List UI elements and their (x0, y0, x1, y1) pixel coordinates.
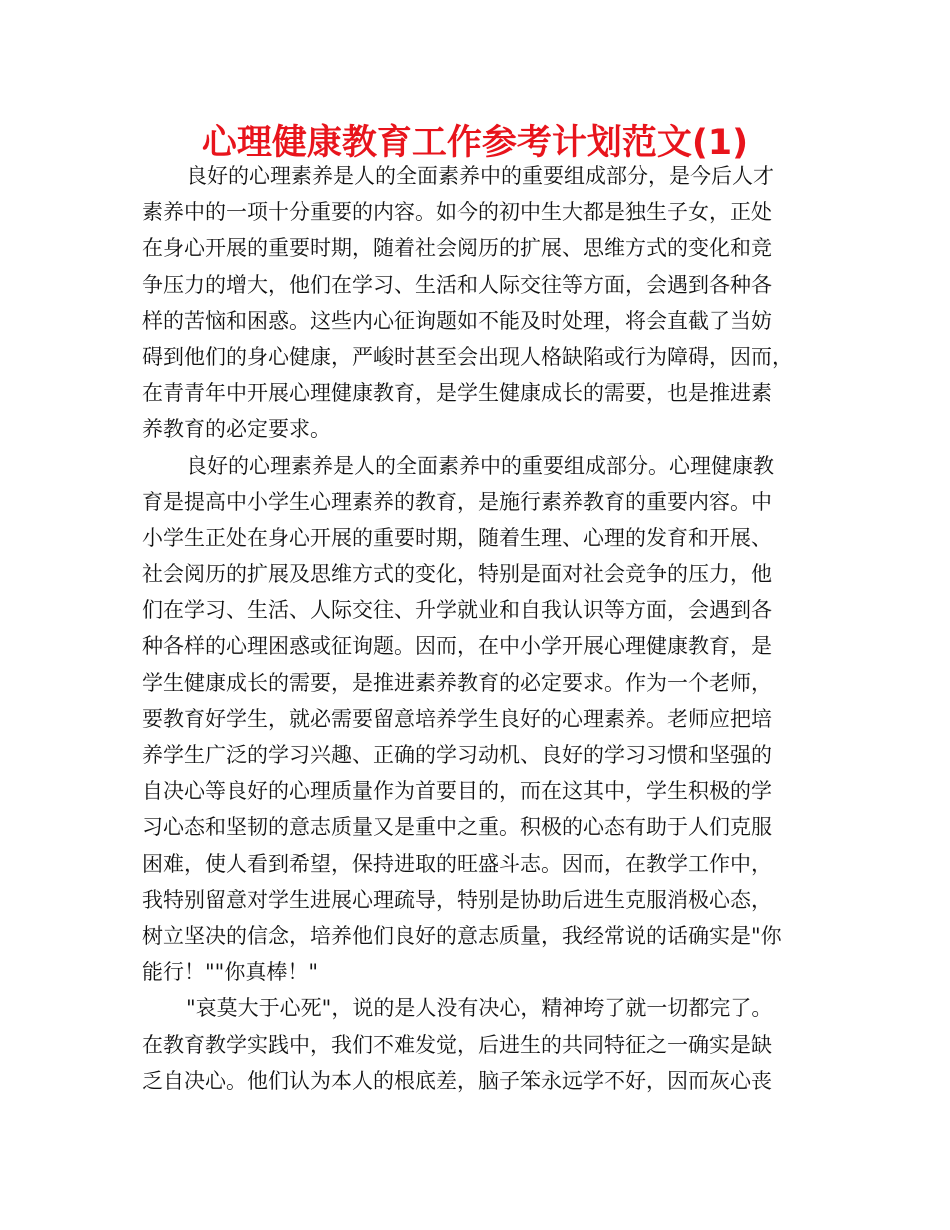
text-line: 学生健康成长的需要，是推进素养教育的必定要求。作为一个老师， (142, 670, 772, 695)
text-line: 树立坚决的信念，培养他们良好的意志质量，我经常说的话确实是"你 (142, 923, 782, 948)
document-body (142, 158, 822, 1099)
text-line: "哀莫大于心死"，说的是人没有决心，精神垮了就一切都完了。 (186, 996, 773, 1021)
text-line: 我特别留意对学生进展心理疏导，特别是协助后进生克服消极心态， (142, 887, 772, 912)
text-line: 素养中的一项十分重要的内容。如今的初中生大都是独生子女，正处 (142, 200, 772, 225)
text-line: 能行！""你真棒！" (142, 960, 318, 985)
text-line: 养学生广泛的学习兴趣、正确的学习动机、良好的学习习惯和坚强的 (142, 743, 772, 767)
text-line: 自决心等良好的心理质量作为首要目的，而在这其中，学生积极的学 (142, 779, 772, 804)
text-line: 养教育的必定要求。 (142, 417, 331, 442)
text-line: 小学生正处在身心开展的重要时期，随着生理、心理的发育和开展、 (142, 525, 772, 550)
paragraph-1 (142, 158, 822, 448)
text-line: 样的苦恼和困惑。这些内心征询题如不能及时处理，将会直截了当妨 (142, 308, 772, 333)
text-line: 在青青年中开展心理健康教育，是学生健康成长的需要，也是推进素 (142, 381, 772, 406)
text-line: 困难，使人看到希望，保持进取的旺盛斗志。因而，在教学工作中， (142, 851, 772, 876)
text-line: 良好的心理素养是人的全面素养中的重要组成部分，是今后人才 (186, 164, 774, 188)
text-line: 良好的心理素养是人的全面素养中的重要组成部分。心理健康教 (186, 453, 774, 478)
text-line: 争压力的增大，他们在学习、生活和人际交往等方面，会遇到各种各 (142, 272, 772, 297)
text-line: 碍到他们的身心健康，严峻时甚至会出现人格缺陷或行为障碍，因而， (142, 344, 793, 369)
paragraph-3 (142, 990, 822, 1099)
text-line: 育是提高中小学生心理素养的教育，是施行素养教育的重要内容。中 (142, 489, 772, 514)
text-line: 乏自决心。他们认为本人的根底差，脑子笨永远学不好，因而灰心丧 (142, 1068, 772, 1093)
text-line: 种各样的心理困惑或征询题。因而，在中小学开展心理健康教育，是 (142, 634, 772, 659)
text-line: 习心态和坚韧的意志质量又是重中之重。积极的心态有助于人们克服 (142, 815, 772, 840)
text-line: 在身心开展的重要时期，随着社会阅历的扩展、思维方式的变化和竞 (142, 236, 772, 261)
text-line: 在教育教学实践中，我们不难发觉，后进生的共同特征之一确实是缺 (142, 1032, 772, 1057)
text-line: 要教育好学生，就必需要留意培养学生良好的心理素养。老师应把培 (142, 706, 772, 731)
paragraph-2 (142, 448, 822, 991)
document-title: 心理健康教育工作参考计划范文(1) (201, 123, 749, 163)
text-line: 社会阅历的扩展及思维方式的变化，特别是面对社会竞争的压力，他 (142, 562, 772, 587)
text-line: 们在学习、生活、人际交往、升学就业和自我认识等方面，会遇到各 (142, 598, 772, 623)
